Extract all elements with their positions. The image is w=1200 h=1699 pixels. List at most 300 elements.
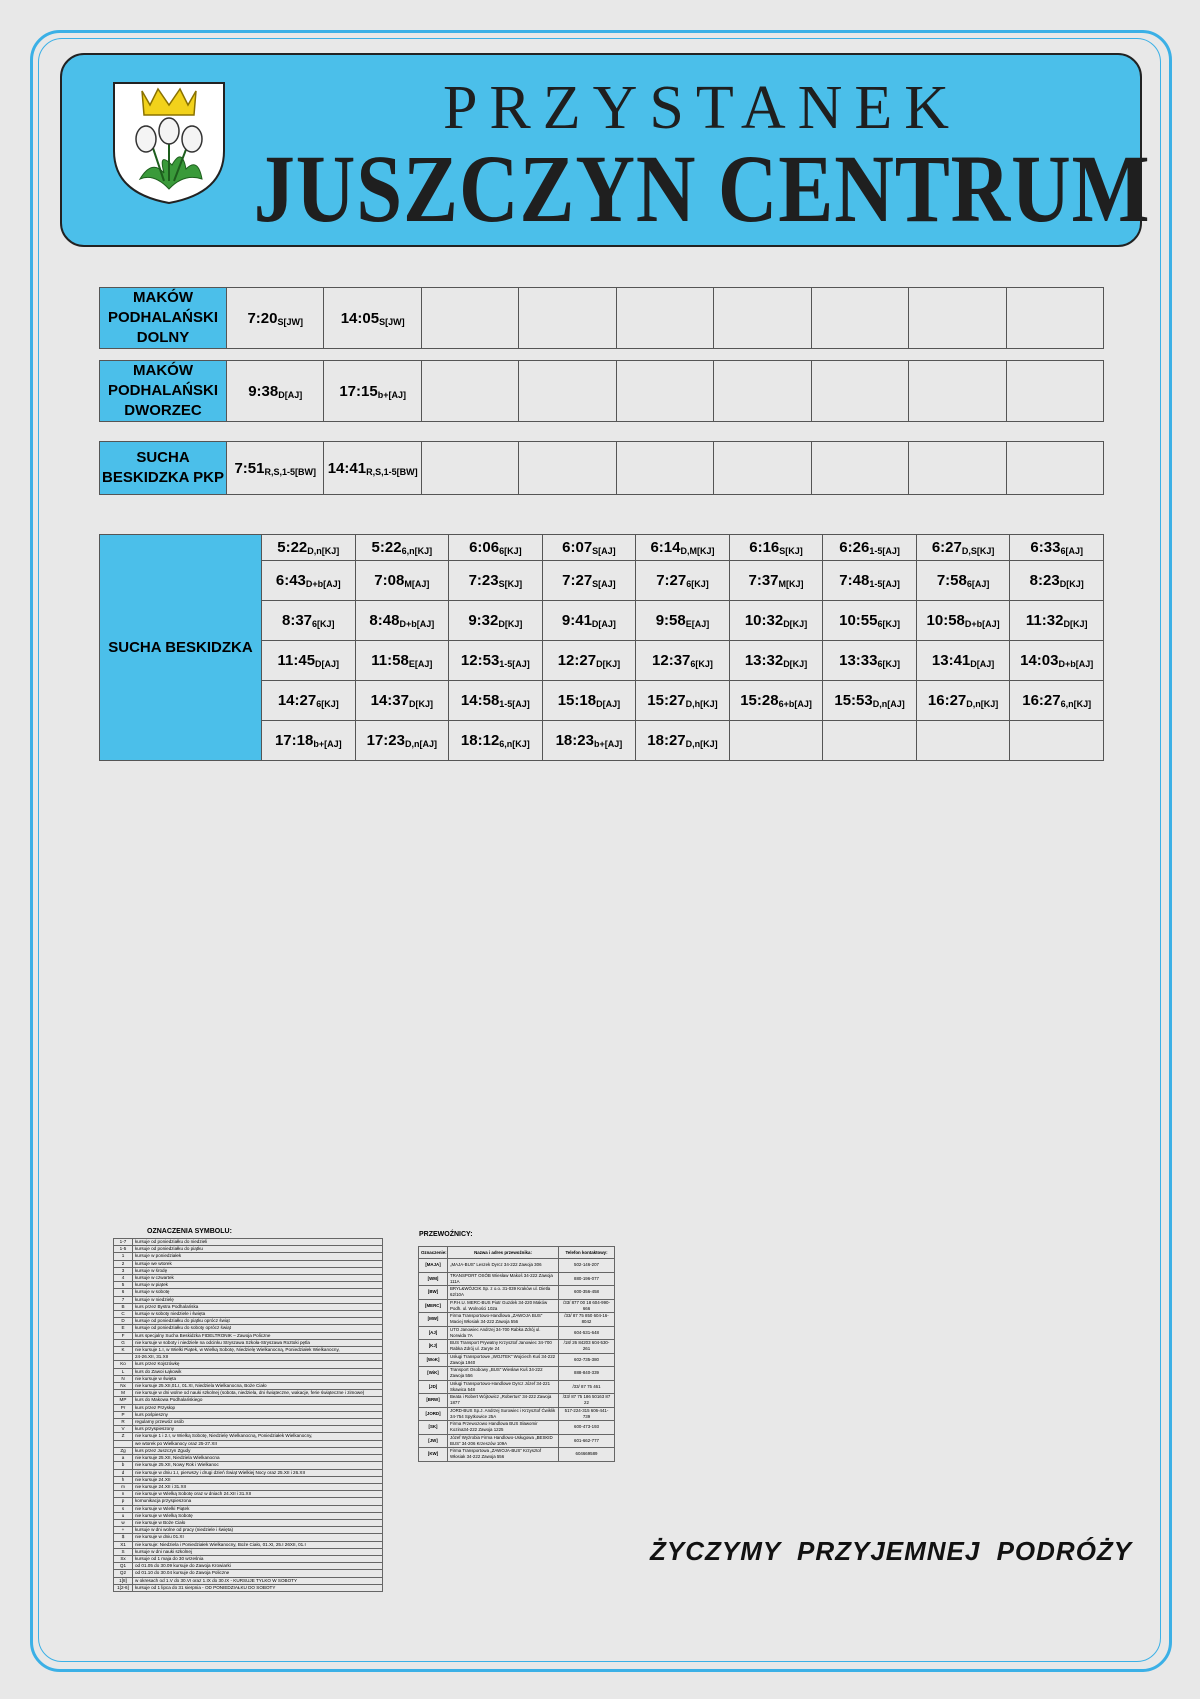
departure-hour: 14:03: [1020, 652, 1059, 669]
carrier-name-address: Transport Osobowy „BUS” Wiesław Kuś 34-222 Zawoja 556: [448, 1367, 559, 1381]
departure-time: [449, 641, 543, 681]
departure-hour: 6:06: [469, 539, 500, 556]
departure-hour: 17:23: [366, 732, 405, 749]
legend-symbol: 1-7: [114, 1239, 133, 1246]
departure-hour: 15:27: [647, 692, 686, 709]
departure-symbols: D,h[KJ]: [685, 699, 718, 709]
empty-cell: [1006, 288, 1104, 349]
departure-hour: 5:22: [371, 539, 402, 556]
legend-row: [114, 1303, 383, 1310]
legend-symbol: F: [114, 1332, 133, 1339]
carrier-phone: /33/ 87 75 461: [559, 1380, 615, 1394]
carrier-row: [419, 1407, 615, 1421]
legend-row: [114, 1505, 383, 1512]
legend-row: [114, 1476, 383, 1483]
legend-title: OZNACZENIA SYMBOLU:: [147, 1228, 232, 1235]
carrier-code: [BRW]: [419, 1394, 448, 1408]
departure-symbols: D[AJ]: [315, 659, 340, 669]
departure-symbols: E[AJ]: [685, 619, 710, 629]
departure-time: [449, 561, 543, 601]
legend-symbol: D: [114, 1318, 133, 1325]
legend-row: [114, 1527, 383, 1534]
legend-description: nie kursuje 25.XII, Niedziela Wielkanocna: [133, 1455, 383, 1462]
legend-description: kursuje we wtorek: [133, 1260, 383, 1267]
carrier-row: [419, 1299, 615, 1313]
legend-symbol: 1[2-6]: [114, 1584, 133, 1591]
departure-symbols: 6+b[AJ]: [778, 699, 812, 709]
legend-row: [114, 1541, 383, 1548]
departure-hour: 5:22: [277, 539, 308, 556]
carrier-phone: /33/ 87 75 850 604-16-8042: [559, 1313, 615, 1327]
legend-row: [114, 1404, 383, 1411]
carrier-row: [419, 1421, 615, 1435]
legend-description: nie kursuje w dniu 01.XI: [133, 1534, 383, 1541]
legend-symbol: R: [114, 1419, 133, 1426]
legend-symbol: C: [114, 1311, 133, 1318]
destination-label: MAKÓW PODHALAŃSKI DOLNY: [100, 288, 227, 349]
legend-row: [114, 1498, 383, 1505]
legend-symbol: MP: [114, 1397, 133, 1404]
empty-cell: [616, 442, 713, 495]
empty-cell: [714, 442, 811, 495]
departure-time: [449, 535, 543, 561]
departure-time: [542, 535, 636, 561]
departure-symbols: D[KJ]: [1059, 579, 1084, 589]
departure-time: [449, 721, 543, 761]
legend-description: kursuje w dni wolne od pracy (niedziele i święta): [133, 1527, 383, 1534]
departure-time: [916, 561, 1010, 601]
empty-cell: [519, 442, 616, 495]
route-row: [100, 442, 1104, 495]
departure-hour: 15:53: [834, 692, 873, 709]
legend-description: komunikacja przyspieszona: [133, 1498, 383, 1505]
departure-time: [355, 561, 449, 601]
legend-description: kursuje w niedzielę: [133, 1296, 383, 1303]
carrier-code: [WiK]: [419, 1367, 448, 1381]
legend-description: nie kursuje 24.XII: [133, 1476, 383, 1483]
empty-cell: [1006, 361, 1104, 422]
departure-symbols: S[KJ]: [498, 579, 523, 589]
legend-row: [114, 1311, 383, 1318]
legend-description: kursuje w sobotę: [133, 1289, 383, 1296]
empty-cell: [811, 442, 908, 495]
departure-symbols: 6[KJ]: [499, 546, 522, 556]
legend-symbol: p: [114, 1498, 133, 1505]
empty-cell: [714, 288, 811, 349]
departure-time: [355, 601, 449, 641]
legend-row: [114, 1469, 383, 1476]
legend-description: regularny przewóz osób: [133, 1419, 383, 1426]
legend-row: [114, 1318, 383, 1325]
departure-time: [1010, 561, 1104, 601]
carrier-code: [MERC]: [419, 1299, 448, 1313]
empty-cell: [811, 288, 908, 349]
carrier-row: [419, 1353, 615, 1367]
departure-symbols: 6[KJ]: [316, 699, 339, 709]
legend-description: w okresach od 1.V do 30.VI oraz 1.IX do 30.IX - KURSUJE TYLKO W SOBOTY: [133, 1577, 383, 1584]
legend-description: kurs specjalny Sucha Beskidzka FIDELTRONIK – Zawoja Policzne: [133, 1332, 383, 1339]
legend-symbol: b: [114, 1462, 133, 1469]
timetable-sucha-pkp: [99, 441, 1104, 495]
legend-symbol: 6: [114, 1289, 133, 1296]
legend-symbol: 2: [114, 1260, 133, 1267]
carrier-code: [JW]: [419, 1434, 448, 1448]
departure-hour: 6:33: [1030, 539, 1061, 556]
legend-description: kursuje od poniedziałku do soboty oprócz świąt: [133, 1325, 383, 1332]
departure-symbols: 1-5[AJ]: [869, 546, 900, 556]
legend-row: [114, 1275, 383, 1282]
farewell-message: ŻYCZYMY PRZYJEMNEJ PODRÓŻY: [650, 1536, 1133, 1566]
departure-time: [823, 601, 917, 641]
legend-description: kursuje od poniedziałku do piątku oprócz świąt: [133, 1318, 383, 1325]
departure-time: [729, 641, 823, 681]
departure-time: [823, 641, 917, 681]
departure-hour: 13:33: [839, 652, 878, 669]
legend-symbol: 1: [114, 1253, 133, 1260]
legend-description: nie kursuje 25.XII,01.I, 01.XI, Niedziela Wielkanocna, Boże Ciało: [133, 1383, 383, 1390]
departure-hour: 7:37: [748, 572, 779, 589]
legend-symbol: s: [114, 1505, 133, 1512]
legend-symbol: 5: [114, 1282, 133, 1289]
carrier-name-address: TRANSPORT OSÓB Wiesław Makoś 34-222 Zawoja 111A: [448, 1272, 559, 1286]
departure-time: [1010, 601, 1104, 641]
legend-description: kursuje w dni nauki szkolnej: [133, 1548, 383, 1555]
departure-time: [324, 442, 421, 495]
carrier-name-address: P.P.H.U. MERC-BUS Piotr Guzdek 34-220 Maków Podh. ul. Wolności 102a: [448, 1299, 559, 1313]
departure-symbols: 6,n[KJ]: [1060, 699, 1092, 709]
carrier-name-address: „MAJA-BUS” Leszek Dyrcz 34-222 Zawoja 306: [448, 1259, 559, 1273]
legend-description: od 01.05 do 30.09 kursuje do Zawoja Krowiarki: [133, 1563, 383, 1570]
timetable-row: [100, 535, 1104, 561]
legend-symbol: Q2: [114, 1570, 133, 1577]
legend-description: kursuje w piątek: [133, 1282, 383, 1289]
legend-symbol: u: [114, 1512, 133, 1519]
departure-time: [355, 721, 449, 761]
departure-symbols: S[AJ]: [592, 546, 616, 556]
departure-time: [823, 535, 917, 561]
carrier-code: [JD]: [419, 1380, 448, 1394]
legend-symbol: w: [114, 1519, 133, 1526]
departure-hour: 7:58: [936, 572, 967, 589]
legend-row: [114, 1325, 383, 1332]
departure-symbols: D[AJ]: [596, 699, 621, 709]
departure-hour: 15:18: [557, 692, 597, 709]
carrier-row: [419, 1434, 615, 1448]
legend-symbol: 1[8]: [114, 1577, 133, 1584]
legend-row: [114, 1519, 383, 1526]
departure-symbols: S[JW]: [379, 316, 405, 327]
departure-symbols: D+b[AJ]: [399, 619, 435, 629]
departure-time: [227, 442, 324, 495]
departure-time: [449, 681, 543, 721]
departure-hour: 7:23: [468, 572, 499, 589]
legend-symbol: E: [114, 1325, 133, 1332]
carrier-name-address: UTO Janowiec Andrzej 34-700 Rabka Zdrój ul. Norwida 7A: [448, 1326, 559, 1340]
departure-hour: 17:18: [274, 732, 314, 749]
departure-symbols: D[KJ]: [596, 659, 621, 669]
legend-row: [114, 1282, 383, 1289]
legend-row: [114, 1440, 383, 1447]
legend-description: kurs przez Bystra Podhalańska: [133, 1303, 383, 1310]
departure-time: [262, 601, 356, 641]
departure-hour: 9:41: [561, 612, 592, 629]
departure-time: [324, 288, 421, 349]
departure-symbols: D[AJ]: [970, 659, 995, 669]
departure-hour: 14:05: [340, 309, 380, 327]
departure-time: [823, 681, 917, 721]
carriers-title: PRZEWOŹNICY:: [419, 1231, 473, 1238]
departure-hour: 10:32: [744, 612, 784, 629]
empty-cell: [616, 361, 713, 422]
carrier-row: [419, 1272, 615, 1286]
legend-row: [114, 1563, 383, 1570]
title-przystanek: PRZYSTANEK: [442, 74, 962, 142]
departure-symbols: b+[AJ]: [377, 389, 406, 400]
carrier-code: [MAJA]: [419, 1259, 448, 1273]
departure-hour: 14:41: [327, 459, 367, 477]
stop-name-title: JUSZCZYN CENTRUM: [253, 135, 1151, 242]
departure-symbols: b+[AJ]: [313, 739, 342, 749]
carrier-code: [WM]: [419, 1272, 448, 1286]
legend-description: kursuje od 1 maja do 30 września: [133, 1555, 383, 1562]
legend-description: nie kursuje w dniu 1.I, pierwszy i drugi dzień Świąt Wielkiej Nocy oraz 25.XII i 26.XII: [133, 1469, 383, 1476]
symbol-legend-table: [113, 1238, 383, 1592]
departure-hour: 12:53: [460, 652, 500, 669]
carriers-header-cell: Nazwa i adres przewoźnika:: [448, 1247, 559, 1259]
departure-time: [227, 288, 324, 349]
legend-description: nie kursuje w Wielki Piątek: [133, 1505, 383, 1512]
departure-symbols: D[AJ]: [278, 389, 303, 400]
legend-description: kurs przez Kojszówkę: [133, 1361, 383, 1368]
departure-time: [823, 561, 917, 601]
legend-description: nie kursuje 24.XII i 31.XII: [133, 1483, 383, 1490]
departure-time: [729, 681, 823, 721]
legend-description: kursuje od poniedziałku do piątku: [133, 1246, 383, 1253]
legend-row: [114, 1483, 383, 1490]
carrier-row: [419, 1326, 615, 1340]
departure-time: [636, 721, 730, 761]
departure-time: [636, 681, 730, 721]
departure-symbols: 6[KJ]: [877, 659, 900, 669]
departure-hour: 7:08: [374, 572, 405, 589]
departure-hour: 7:48: [839, 572, 870, 589]
legend-symbol: 3: [114, 1267, 133, 1274]
departure-symbols: D[KJ]: [409, 699, 433, 709]
legend-symbol: 7: [114, 1296, 133, 1303]
timetable-makow-dworzec: [99, 360, 1104, 422]
carrier-phone: /33/ 87 75 186 50163 87 22: [559, 1394, 615, 1408]
departure-hour: 8:48: [369, 612, 400, 629]
carrier-code: [MW]: [419, 1313, 448, 1327]
departure-hour: 6:27: [931, 539, 962, 556]
departure-symbols: M[AJ]: [404, 579, 430, 589]
departure-hour: 8:37: [282, 612, 313, 629]
departure-symbols: S[JW]: [277, 316, 303, 327]
legend-description: kursuje od 1 lipca do 31 sierpnia - OD PONIEDZIAŁKU DO SOBOTY: [133, 1584, 383, 1591]
carrier-code: [JORD]: [419, 1407, 448, 1421]
legend-description: kursuje w środę: [133, 1267, 383, 1274]
legend-symbol: [114, 1440, 133, 1447]
carrier-phone: 502-146-207: [559, 1259, 615, 1273]
departure-symbols: D,n[KJ]: [307, 546, 340, 556]
departure-time: [262, 681, 356, 721]
departure-time: [636, 601, 730, 641]
departure-hour: 10:58: [926, 612, 965, 629]
empty-cell: [519, 361, 616, 422]
carrier-row: [419, 1394, 615, 1408]
legend-symbol: m: [114, 1483, 133, 1490]
carrier-row: [419, 1448, 615, 1462]
departure-time: [636, 535, 730, 561]
empty-cell: [421, 442, 518, 495]
legend-symbol: a: [114, 1455, 133, 1462]
legend-description: nie kursuje w święta: [133, 1375, 383, 1382]
departure-hour: 14:27: [277, 692, 317, 709]
departure-time: [324, 361, 421, 422]
stop-header: [60, 53, 1151, 247]
carrier-name-address: Firma Transportowo-Handlowa „ZAWOJA BUS” Maciej Włosiak 34-222 Zawoja 556: [448, 1313, 559, 1327]
legend-symbol: X1: [114, 1541, 133, 1548]
empty-cell: [729, 721, 823, 761]
departure-time: [729, 601, 823, 641]
departure-symbols: M[KJ]: [778, 579, 804, 589]
departure-hour: 6:26: [839, 539, 870, 556]
legend-row: [114, 1260, 383, 1267]
departure-time: [227, 361, 324, 422]
empty-cell: [421, 288, 518, 349]
legend-row: [114, 1375, 383, 1382]
carrier-row: [419, 1259, 615, 1273]
departure-hour: 10:55: [839, 612, 878, 629]
departure-time: [262, 561, 356, 601]
departure-symbols: D+b[AJ]: [1058, 659, 1094, 669]
departure-time: [916, 641, 1010, 681]
departure-symbols: D,n[AJ]: [872, 699, 905, 709]
legend-row: [114, 1462, 383, 1469]
departure-symbols: 6[KJ]: [312, 619, 335, 629]
carrier-phone: 604-531-648: [559, 1326, 615, 1340]
carrier-name-address: Józef Wyżrobia Firma Handlowo-Usługowa „BESKID BUS” 34-206 Krzeszów 109A: [448, 1434, 559, 1448]
carrier-code: [KW]: [419, 1448, 448, 1462]
legend-row: [114, 1447, 383, 1454]
departure-time: [542, 601, 636, 641]
legend-row: [114, 1239, 383, 1246]
legend-description: kurs do Makowa Podhalańskiego: [133, 1397, 383, 1404]
departure-hour: 13:32: [744, 652, 784, 669]
departure-hour: 12:27: [557, 652, 597, 669]
legend-row: [114, 1289, 383, 1296]
departure-hour: 18:12: [460, 732, 500, 749]
legend-description: kurs pośpieszny: [133, 1411, 383, 1418]
departure-time: [355, 641, 449, 681]
carriers-header-cell: Oznaczenie:: [419, 1247, 448, 1259]
departure-time: [542, 721, 636, 761]
departure-time: [916, 681, 1010, 721]
departure-hour: 11:32: [1025, 612, 1064, 629]
departure-time: [916, 601, 1010, 641]
carrier-row: [419, 1380, 615, 1394]
legend-symbol: $: [114, 1534, 133, 1541]
departure-time: [916, 535, 1010, 561]
legend-row: [114, 1332, 383, 1339]
legend-row: [114, 1491, 383, 1498]
legend-description: kurs przez Przysłop: [133, 1404, 383, 1411]
legend-symbol: M: [114, 1390, 133, 1397]
carrier-phone: /18/ 26 84203 604-530-261: [559, 1340, 615, 1354]
empty-cell: [916, 721, 1010, 761]
destination-label: SUCHA BESKIDZKA PKP: [100, 442, 227, 495]
departure-time: [636, 561, 730, 601]
legend-symbol: 1-5: [114, 1246, 133, 1253]
legend-row: [114, 1347, 383, 1354]
legend-symbol: 4: [114, 1275, 133, 1282]
departure-time: [355, 681, 449, 721]
legend-description: kursuje od poniedziałku do niedzieli: [133, 1239, 383, 1246]
departure-hour: 6:07: [562, 539, 593, 556]
legend-row: [114, 1426, 383, 1433]
legend-row: [114, 1570, 383, 1577]
legend-row: [114, 1253, 383, 1260]
departure-hour: 7:27: [656, 572, 687, 589]
departure-hour: 11:58: [371, 652, 409, 669]
legend-row: [114, 1296, 383, 1303]
carrier-row: [419, 1340, 615, 1354]
legend-symbol: P: [114, 1411, 133, 1418]
departure-symbols: D,S[KJ]: [961, 546, 995, 556]
departure-symbols: b+[AJ]: [593, 739, 623, 749]
departure-symbols: D,n[AJ]: [405, 739, 437, 749]
departure-symbols: D,n[KJ]: [966, 699, 999, 709]
departure-time: [262, 721, 356, 761]
carriers-header-row: [419, 1247, 615, 1259]
departure-time: [1010, 681, 1104, 721]
departure-symbols: 1-5[AJ]: [499, 699, 530, 709]
carrier-name-address: Usługi Transportowe „WOJTEK” Wojciech Kuś 34-222 Zawoja 1940: [448, 1353, 559, 1367]
departure-time: [262, 641, 356, 681]
legend-symbol: Nx: [114, 1383, 133, 1390]
departure-time: [355, 535, 449, 561]
legend-row: [114, 1354, 383, 1361]
legend-symbol: Zg: [114, 1447, 133, 1454]
departure-time: [542, 561, 636, 601]
departure-symbols: 6,n[KJ]: [499, 739, 530, 749]
empty-cell: [909, 361, 1006, 422]
departure-hour: 8:23: [1029, 572, 1060, 589]
legend-symbol: S: [114, 1548, 133, 1555]
destination-label: SUCHA BESKIDZKA: [100, 535, 262, 761]
departure-hour: 11:45: [277, 652, 316, 669]
departure-time: [542, 681, 636, 721]
legend-row: [114, 1534, 383, 1541]
legend-description: we wtorek po Wielkanocy oraz 25-27.XII: [133, 1440, 383, 1447]
route-row: [100, 361, 1104, 422]
departure-hour: 16:27: [927, 692, 967, 709]
carrier-phone: 600-473-193: [559, 1421, 615, 1435]
departure-symbols: S[KJ]: [779, 546, 803, 556]
departure-hour: 14:58: [460, 692, 500, 709]
legend-symbol: n: [114, 1491, 133, 1498]
carrier-name-address: Beata i Robert Wójtowicz „Robertus” 34-222 Zawoja 1877: [448, 1394, 559, 1408]
carriers-table: [418, 1246, 615, 1462]
legend-row: [114, 1577, 383, 1584]
legend-row: [114, 1339, 383, 1346]
route-row: [100, 288, 1104, 349]
legend-row: [114, 1419, 383, 1426]
departure-symbols: 6,n[KJ]: [401, 546, 433, 556]
legend-description: nie kursuje w dni wolne od nauki szkolnej (sobota, niedziela, dni świąteczne, wakacje, ferie świąteczne i zimowe): [133, 1390, 383, 1397]
legend-row: [114, 1555, 383, 1562]
departure-hour: 12:37: [652, 652, 691, 669]
